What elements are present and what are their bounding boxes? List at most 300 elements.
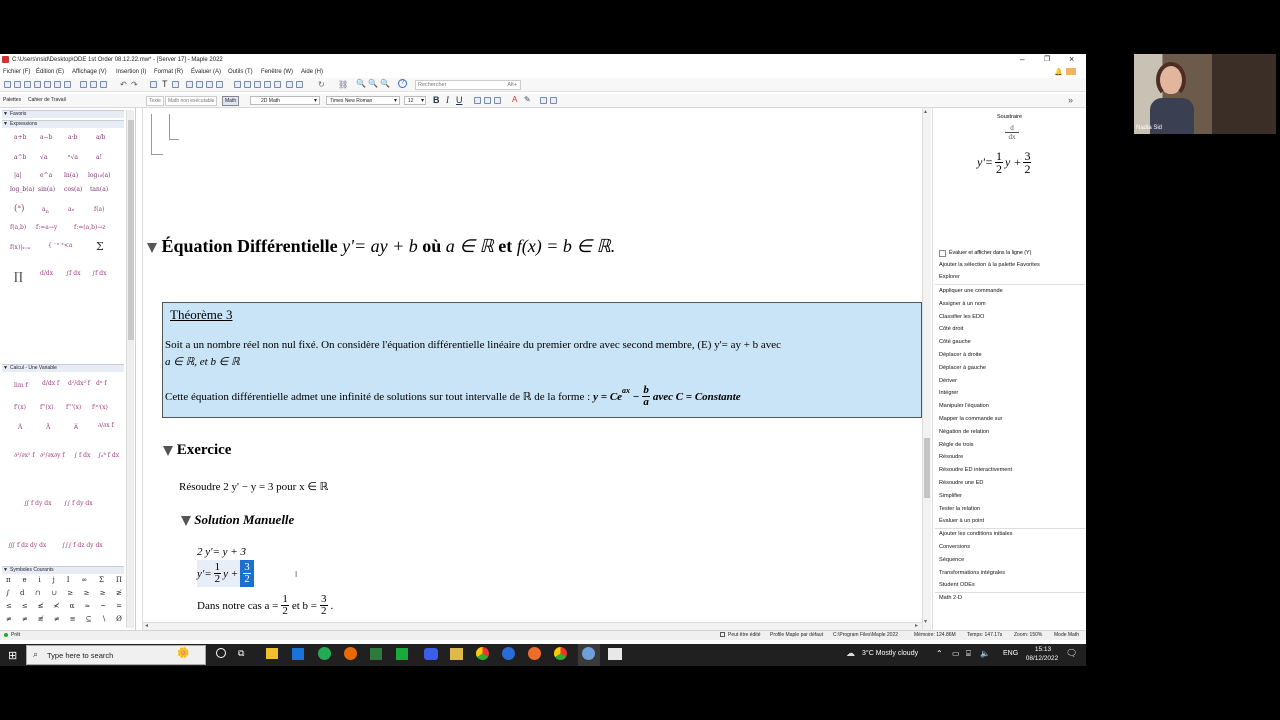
network-icon[interactable]: ⌸ bbox=[966, 649, 971, 658]
font-select[interactable] bbox=[326, 96, 400, 105]
frac-num: 1 bbox=[996, 149, 1002, 163]
save-icon[interactable] bbox=[24, 81, 31, 88]
print-icon[interactable] bbox=[34, 81, 41, 88]
palette-scrollbar[interactable] bbox=[126, 110, 134, 628]
triple-integral-icon[interactable]: ∭ f dz dy dx bbox=[8, 542, 47, 549]
context-item[interactable]: Manipuler l'équation bbox=[939, 403, 989, 409]
function-icon[interactable]: f(a) bbox=[94, 206, 105, 213]
insert-math-icon[interactable] bbox=[150, 81, 157, 88]
preview-dx: dx bbox=[1008, 133, 1016, 141]
font-size-select[interactable] bbox=[404, 96, 426, 105]
sum-icon[interactable]: Σ bbox=[96, 240, 104, 253]
palette-item[interactable]: f(a,b) bbox=[10, 224, 27, 231]
tray-icon[interactable]: ▭ bbox=[952, 649, 960, 658]
symbol[interactable]: ≥ bbox=[83, 589, 90, 597]
person-hair bbox=[1156, 62, 1186, 98]
zoom-app-icon[interactable] bbox=[424, 648, 438, 660]
outlook-icon[interactable] bbox=[292, 648, 304, 660]
context-item[interactable]: Côté gauche bbox=[939, 339, 971, 345]
context-item[interactable]: Déplacer à droite bbox=[939, 352, 982, 358]
symbol[interactable]: ≡ bbox=[69, 615, 76, 623]
mixed-partial-icon[interactable]: ∂²/∂x∂y f bbox=[40, 452, 65, 459]
export-icon[interactable] bbox=[54, 81, 61, 88]
definite-integral-icon[interactable]: ∫f dx bbox=[92, 270, 107, 277]
chrome-icon[interactable] bbox=[554, 647, 567, 660]
symbol[interactable]: ≤ bbox=[21, 602, 28, 610]
theorem-formula-frac bbox=[642, 385, 650, 408]
piecewise-item[interactable]: { ⁻ˣ ˣ<a bbox=[48, 242, 73, 249]
frac-den: 2 bbox=[321, 605, 327, 617]
palette-item[interactable]: f:=(a,b)→z bbox=[74, 224, 106, 231]
scroll-down-icon[interactable]: ▾ bbox=[924, 619, 928, 625]
app-icon[interactable] bbox=[344, 647, 357, 660]
symbol[interactable]: d bbox=[20, 589, 25, 597]
symbol[interactable]: ≮ bbox=[53, 602, 60, 610]
symbol[interactable]: ⊆ bbox=[85, 615, 92, 623]
palette-item[interactable]: e^a bbox=[40, 172, 53, 179]
palette-item[interactable]: f:=a→y bbox=[36, 224, 58, 231]
palette-item[interactable]: log_b(a) bbox=[10, 186, 35, 193]
theorem-formula-c: a bbox=[643, 396, 649, 408]
browser-icon[interactable] bbox=[318, 647, 331, 660]
section-title-and: et bbox=[498, 236, 513, 256]
maximize-button[interactable]: ❐ bbox=[1044, 56, 1051, 63]
palette-item[interactable]: |a| bbox=[14, 172, 22, 179]
theorem-box bbox=[162, 302, 922, 418]
symbol[interactable]: e bbox=[22, 576, 27, 584]
cut-icon[interactable] bbox=[64, 81, 71, 88]
mode-math-nonexec-button[interactable]: Math non exécutable bbox=[165, 96, 217, 106]
restart-server-icon[interactable]: ↻ bbox=[318, 80, 325, 89]
outdent-icon[interactable] bbox=[196, 81, 203, 88]
symbol[interactable]: i bbox=[38, 576, 41, 584]
nth-prime-icon[interactable]: f⁽ⁿ⁾(x) bbox=[92, 404, 108, 411]
context-item[interactable]: Ajouter la sélection à la palette Favorites bbox=[939, 262, 1040, 268]
main-toolbar bbox=[0, 78, 1086, 92]
context-item[interactable]: Résoudre ED interactivement bbox=[939, 467, 1013, 473]
frac-den: 2 bbox=[244, 573, 250, 585]
symbol[interactable]: ∫ bbox=[6, 589, 10, 597]
menu-fichier[interactable]: Fichier (F) bbox=[3, 69, 31, 75]
iterated-triple-icon[interactable]: ∫∫∫ f dz dy dx bbox=[62, 542, 103, 549]
font-size-value: 12 bbox=[408, 98, 414, 104]
symbol[interactable]: Σ bbox=[99, 576, 104, 584]
clear-icon[interactable] bbox=[286, 81, 293, 88]
line2-frac2-selected[interactable] bbox=[240, 560, 254, 587]
search-icon: ⌕ bbox=[33, 649, 39, 659]
cortana-icon[interactable] bbox=[216, 648, 226, 658]
menu-outils[interactable]: Outils (T) bbox=[228, 69, 253, 75]
theorem-formula-exp: ax bbox=[622, 386, 631, 395]
copy-icon[interactable] bbox=[80, 81, 87, 88]
folder-icon[interactable] bbox=[450, 648, 463, 660]
symbol[interactable]: ≠ bbox=[6, 615, 12, 623]
section-toggle-icon[interactable] bbox=[147, 243, 157, 253]
second-derivative-icon[interactable]: d²/dx² f bbox=[68, 380, 91, 387]
menu-affichage[interactable]: Affichage (V) bbox=[72, 69, 107, 75]
context-item[interactable]: Résoudre une ED bbox=[939, 480, 984, 486]
numbered-list-icon[interactable] bbox=[550, 97, 557, 104]
section-title-cond2: f(x) = b ∈ ℝ. bbox=[516, 236, 616, 256]
time-icon[interactable] bbox=[296, 81, 303, 88]
minimize-button[interactable]: – bbox=[1020, 55, 1025, 64]
window-title: C:\Users\nsid\Desktop\ODE 1st Order 08.12.22.mw* - [Server 17] - Maple 2022 bbox=[12, 57, 223, 63]
context-item[interactable]: Déplacer à gauche bbox=[939, 365, 986, 371]
frac-num: 3 bbox=[321, 593, 327, 605]
status-dot-icon bbox=[4, 633, 8, 637]
exercice-text: Résoudre 2 y' − y = 3 pour x ∈ ℝ bbox=[179, 481, 329, 493]
tab-cahier[interactable]: Cahier de Travail bbox=[28, 97, 66, 103]
new-icon[interactable] bbox=[4, 81, 11, 88]
webcam-name: Nadia Sid bbox=[1136, 125, 1163, 131]
editable-checkbox[interactable] bbox=[720, 632, 725, 637]
context-item[interactable]: Mapper la commande sur bbox=[939, 416, 1003, 422]
title-bar bbox=[0, 54, 1086, 66]
close-button[interactable]: × bbox=[1069, 54, 1075, 64]
section-bracket bbox=[151, 114, 152, 154]
zoom-150-icon[interactable]: 🔍 bbox=[368, 79, 378, 88]
divider bbox=[935, 528, 1085, 529]
palette-item[interactable]: a·b bbox=[68, 134, 78, 141]
frac-num: 1 bbox=[214, 561, 221, 573]
execute-all-icon[interactable] bbox=[244, 81, 251, 88]
palette-section-expressions[interactable]: ▼ Expressions bbox=[2, 120, 124, 128]
palette-item[interactable]: tan(a) bbox=[90, 186, 109, 193]
symbol[interactable]: ≱ bbox=[116, 589, 122, 597]
symbol[interactable]: ∖ bbox=[101, 615, 107, 623]
section-bracket bbox=[169, 139, 179, 140]
context-item[interactable]: Math 2-D bbox=[939, 595, 963, 601]
section-bracket bbox=[169, 114, 170, 139]
search-box[interactable] bbox=[415, 80, 521, 90]
status-memory: Mémoire: 124.86M bbox=[914, 632, 956, 638]
scroll-right-icon[interactable]: ▸ bbox=[915, 623, 919, 629]
partial2-icon[interactable]: ∂²/∂x² f bbox=[14, 452, 35, 459]
palette-panel bbox=[0, 108, 136, 630]
bullet-list-icon[interactable] bbox=[540, 97, 547, 104]
symbol[interactable]: Π bbox=[115, 576, 122, 584]
menu-insertion[interactable]: Insertion (I) bbox=[116, 69, 147, 75]
symbol[interactable]: ∞ bbox=[81, 576, 88, 584]
subsection-icon[interactable] bbox=[216, 81, 223, 88]
status-profile: Profile Maple par défaut bbox=[770, 632, 824, 638]
context-item[interactable]: Résoudre bbox=[939, 454, 964, 460]
context-item[interactable]: Tester la relation bbox=[939, 506, 981, 512]
bold-icon[interactable]: B bbox=[433, 95, 440, 105]
align-right-icon[interactable] bbox=[494, 97, 501, 104]
section-heading bbox=[147, 236, 615, 257]
palette-item[interactable]: log₁₀(a) bbox=[88, 172, 111, 179]
text-color-icon[interactable]: A bbox=[512, 95, 518, 104]
status-time: Temps: 147.17s bbox=[967, 632, 1003, 638]
task-view-icon[interactable]: ⧉ bbox=[238, 648, 245, 658]
symbol[interactable]: ≈ bbox=[84, 602, 91, 610]
app-icon[interactable] bbox=[396, 648, 408, 660]
palette-item[interactable]: a−b bbox=[40, 134, 53, 141]
math-style-value: 2D Math bbox=[261, 98, 280, 104]
context-item[interactable]: Appliquer une commande bbox=[939, 288, 1003, 294]
palette-item[interactable]: a+b bbox=[14, 134, 27, 141]
horizontal-scrollbar[interactable] bbox=[143, 622, 923, 630]
firefox-icon[interactable] bbox=[528, 647, 541, 660]
weather-text[interactable]: 3°C Mostly cloudy bbox=[862, 650, 919, 657]
integral-icon[interactable]: ∫ f dx bbox=[74, 452, 91, 459]
app-icon[interactable] bbox=[502, 647, 515, 660]
context-item[interactable]: Évaluer à un point bbox=[939, 518, 985, 524]
symbol[interactable]: ≥ bbox=[99, 589, 106, 597]
theorem-paragraph-1b: a ∈ ℝ, et b ∈ ℝ bbox=[165, 356, 240, 368]
paste-icon[interactable] bbox=[90, 81, 97, 88]
chevron-down-icon: ▾ bbox=[313, 98, 317, 104]
stop-icon[interactable] bbox=[254, 81, 261, 88]
mode-math-button[interactable]: Math bbox=[222, 96, 239, 106]
integral-icon[interactable]: ∫f dx bbox=[66, 270, 81, 277]
math-line-3: Dans notre cas a = $\frac{1}{2}$ et b = $\frac{3}{2}$ . bbox=[197, 593, 334, 617]
zoom-200-icon[interactable]: 🔍 bbox=[380, 79, 390, 88]
palette-item[interactable]: a! bbox=[96, 154, 102, 161]
zoom-100-icon[interactable]: 🔍 bbox=[356, 79, 366, 88]
palette-item[interactable]: cos(a) bbox=[64, 186, 83, 193]
menu-edition[interactable]: Édition (E) bbox=[36, 69, 65, 75]
theorem-p2-suffix: avec C = Constante bbox=[652, 390, 741, 403]
nth-derivative-icon[interactable]: dⁿ f bbox=[96, 380, 107, 387]
dot-icon[interactable]: Ȧ bbox=[18, 424, 23, 431]
mode-texte-button[interactable]: Texte bbox=[146, 96, 164, 106]
volume-icon[interactable]: 🔈 bbox=[980, 649, 990, 658]
section-title-cond1: a ∈ ℝ bbox=[445, 236, 494, 256]
context-item[interactable]: Ajouter les conditions initiales bbox=[939, 531, 1013, 537]
symbol[interactable]: ∩ bbox=[34, 589, 41, 597]
definite-integral-icon[interactable]: ∫ₐᵇ f dx bbox=[98, 452, 120, 459]
align-center-icon[interactable] bbox=[484, 97, 491, 104]
underline-icon[interactable]: U bbox=[456, 95, 463, 105]
palette-item[interactable]: sin(a) bbox=[38, 186, 56, 193]
search-shortcut: Alt+ bbox=[507, 82, 517, 88]
bell-icon[interactable]: 🔔 bbox=[1054, 69, 1063, 76]
status-path: C:\Program Files\Maple 2022 bbox=[833, 632, 899, 638]
product-icon[interactable]: ∏ bbox=[14, 270, 23, 283]
triple-prime-icon[interactable]: f'''(x) bbox=[66, 404, 82, 411]
palette-item[interactable]: ⁿ√a bbox=[68, 154, 78, 161]
symbol[interactable]: j bbox=[52, 576, 55, 584]
webcam-video bbox=[1134, 54, 1276, 134]
document-scroll-thumb[interactable] bbox=[924, 438, 930, 498]
exercice-toggle-icon[interactable] bbox=[163, 446, 173, 456]
symbol[interactable]: ≠ bbox=[21, 615, 28, 623]
profile-icon[interactable] bbox=[1066, 68, 1076, 75]
evaluate-inline-label: Évaluer et afficher dans la ligne (Y) bbox=[949, 250, 1032, 256]
menu-evaluer[interactable]: Évaluer (A) bbox=[191, 69, 222, 75]
clock-date[interactable]: 08/12/2022 bbox=[1025, 655, 1059, 662]
debug-icon[interactable] bbox=[264, 81, 271, 88]
menu-format[interactable]: Format (R) bbox=[154, 69, 183, 75]
link-icon[interactable]: ⛓ bbox=[338, 80, 349, 89]
status-ready: Prêt bbox=[11, 632, 21, 638]
exercice-title: Exercice bbox=[176, 442, 232, 458]
maple-window bbox=[0, 54, 1086, 666]
frac-den: 2 bbox=[996, 162, 1002, 176]
section-title-equation: y'= ay + b bbox=[342, 236, 418, 256]
math-line-1[interactable]: 2 y'= y + 3 bbox=[197, 546, 246, 558]
piecewise-icon[interactable]: aₙ bbox=[68, 206, 75, 213]
context-item[interactable]: Dériver bbox=[939, 378, 958, 384]
theorem-formula-a: y = Ce bbox=[593, 390, 623, 403]
iterated-integral-icon[interactable]: ∫∫ f dy dx bbox=[64, 500, 93, 507]
ddot-icon[interactable]: Ä bbox=[46, 424, 51, 431]
palette-item[interactable]: a^b bbox=[14, 154, 27, 161]
symbol[interactable]: ≠ bbox=[53, 615, 60, 623]
section-bracket bbox=[151, 154, 163, 155]
symbol[interactable]: ~ bbox=[100, 602, 107, 610]
context-preview bbox=[977, 150, 1031, 175]
section-icon[interactable] bbox=[206, 81, 213, 88]
file-explorer-icon[interactable] bbox=[266, 648, 278, 659]
line2-frac1 bbox=[214, 562, 222, 585]
line3-and: et b = bbox=[291, 599, 317, 612]
restart-icon[interactable] bbox=[274, 81, 281, 88]
highlight-icon[interactable]: ✎ bbox=[524, 95, 531, 104]
tray-chevron-icon[interactable]: ⌃ bbox=[936, 649, 943, 658]
context-item[interactable]: Explorer bbox=[939, 274, 960, 280]
subscript-icon[interactable]: $a_n$ bbox=[42, 206, 49, 216]
divider bbox=[935, 592, 1085, 593]
symbol[interactable]: ∪ bbox=[51, 589, 57, 597]
symbol[interactable]: ≢ bbox=[37, 615, 44, 623]
line3-prefix: Dans notre cas a = bbox=[197, 599, 279, 612]
theorem-p2-prefix: Cette équation différentielle admet une infinité de solutions sur tout intervalle de ℝ de la forme : bbox=[165, 391, 591, 403]
symbols-row-4 bbox=[6, 615, 122, 623]
weather-icon: ☁ bbox=[846, 648, 855, 658]
symbols-grid bbox=[4, 576, 122, 630]
palette-section-favoris[interactable]: ▼ Favoris bbox=[2, 110, 124, 118]
execute-icon[interactable] bbox=[234, 81, 241, 88]
double-integral-icon[interactable]: ∬ f dy dx bbox=[24, 500, 52, 507]
menu-fenetre[interactable]: Fenêtre (W) bbox=[261, 69, 294, 75]
context-item[interactable]: Assigner à un nom bbox=[939, 301, 986, 307]
symbol[interactable]: α bbox=[69, 602, 75, 610]
symbol[interactable]: ≤ bbox=[6, 602, 12, 610]
context-item[interactable]: Séquence bbox=[939, 557, 965, 563]
palette-item[interactable]: a/b bbox=[96, 134, 106, 141]
symbol[interactable]: π bbox=[6, 576, 11, 584]
matrix-icon[interactable]: (ᵃ) bbox=[14, 204, 25, 214]
help-icon[interactable]: ? bbox=[398, 79, 407, 88]
partial-icon[interactable]: ∂/∂x f bbox=[98, 422, 114, 429]
app-icon[interactable] bbox=[370, 648, 382, 660]
undo-icon[interactable]: ↶ bbox=[120, 80, 127, 89]
symbol[interactable]: ≥ bbox=[67, 589, 74, 597]
context-item[interactable]: Simplifier bbox=[939, 493, 963, 499]
chevron-down-icon: ▾ bbox=[393, 98, 397, 104]
symbols-row-3 bbox=[6, 602, 122, 610]
font-value: Times New Roman bbox=[330, 98, 373, 104]
insert-text-icon[interactable]: T bbox=[162, 79, 168, 89]
double-prime-icon[interactable]: f''(x) bbox=[40, 404, 54, 411]
theorem-paragraph-1: Soit a un nombre réel non nul fixé. On considère l'équation différentielle linéaire du premier ordre avec second membre, (E) y'= ay + b avec bbox=[165, 339, 782, 351]
frac-num: 3 bbox=[244, 561, 250, 573]
notifications-icon[interactable]: 🗨 bbox=[1066, 648, 1078, 658]
maple-logo-icon bbox=[2, 56, 9, 63]
context-item[interactable]: Student ODEs bbox=[939, 582, 975, 588]
document-scrollbar[interactable] bbox=[922, 108, 931, 630]
derivative-icon[interactable]: d/dx f bbox=[42, 380, 60, 387]
limit-icon[interactable]: lim f bbox=[14, 382, 28, 389]
maple-icon[interactable] bbox=[582, 647, 595, 660]
preview-derivative bbox=[1005, 124, 1019, 141]
symbol[interactable]: ≰ bbox=[37, 602, 44, 610]
palette-item[interactable]: √a bbox=[40, 154, 48, 161]
insert-prompt-icon[interactable] bbox=[172, 81, 179, 88]
math-style-select[interactable] bbox=[250, 96, 320, 105]
clock-time[interactable]: 15:13 bbox=[1034, 646, 1052, 653]
search-highlight-icon: 🌼 bbox=[177, 648, 190, 659]
preview-mid: y + bbox=[1005, 155, 1022, 169]
symbol[interactable]: Ø bbox=[116, 615, 122, 623]
context-item[interactable]: Transformations intégrales bbox=[939, 570, 1006, 576]
windows-start-icon[interactable]: ⊞ bbox=[8, 650, 18, 662]
frac-den: 2 bbox=[282, 605, 288, 617]
scroll-up-icon[interactable]: ▴ bbox=[924, 109, 928, 115]
evaluate-inline-checkbox[interactable] bbox=[939, 250, 946, 257]
symbols-row-1 bbox=[6, 576, 122, 584]
indent-icon[interactable] bbox=[186, 81, 193, 88]
status-editable: Peut être édité bbox=[728, 632, 761, 638]
frac-num: 1 bbox=[282, 593, 288, 605]
paste-special-icon[interactable] bbox=[100, 81, 107, 88]
context-item[interactable]: Intégrer bbox=[939, 390, 959, 396]
context-item[interactable]: Conversions bbox=[939, 544, 971, 550]
collapse-panel-icon[interactable]: » bbox=[1068, 95, 1074, 105]
solution-heading bbox=[181, 512, 294, 528]
symbol[interactable]: I bbox=[66, 576, 70, 584]
context-item[interactable]: Côté droit bbox=[939, 326, 964, 332]
palette-scroll-thumb[interactable] bbox=[128, 120, 134, 340]
math-line-2[interactable] bbox=[197, 560, 254, 587]
language-indicator[interactable]: ENG bbox=[1003, 650, 1019, 657]
palette-item[interactable]: f(x)|ₓ₌ₐ bbox=[10, 244, 31, 251]
context-item[interactable]: Classifier les EDO bbox=[939, 314, 985, 320]
preview-icon[interactable] bbox=[44, 81, 51, 88]
palette-section-calcul[interactable]: ▼ Calcul - Une Variable bbox=[2, 364, 124, 372]
menu-aide[interactable]: Aide (H) bbox=[301, 69, 324, 75]
italic-icon[interactable]: I bbox=[446, 95, 449, 105]
preview-eq-prefix: y'= bbox=[977, 155, 993, 169]
taskbar-search[interactable] bbox=[26, 645, 206, 665]
align-left-icon[interactable] bbox=[474, 97, 481, 104]
redo-icon[interactable]: ↷ bbox=[131, 80, 138, 89]
derivative-icon[interactable]: d/dx bbox=[40, 270, 54, 277]
chrome-icon[interactable] bbox=[476, 647, 489, 660]
section-title-where: où bbox=[422, 236, 442, 256]
symbol[interactable]: = bbox=[116, 602, 122, 610]
dddot-icon[interactable]: A⃛ bbox=[74, 424, 79, 431]
status-zoom: Zoom: 150% bbox=[1014, 632, 1043, 638]
status-bar bbox=[0, 630, 1086, 640]
app-icon[interactable] bbox=[608, 648, 622, 660]
expressions-grid bbox=[4, 130, 122, 308]
solution-toggle-icon[interactable] bbox=[181, 516, 191, 526]
preview-d: d bbox=[1005, 124, 1019, 133]
tab-palettes[interactable]: Palettes bbox=[3, 97, 22, 103]
palette-section-symboles[interactable]: ▼ Symboles Courants bbox=[2, 566, 124, 574]
palette-item[interactable]: ln(a) bbox=[64, 172, 79, 179]
open-icon[interactable] bbox=[14, 81, 21, 88]
calculus-grid bbox=[4, 374, 122, 564]
context-item[interactable]: Négation de relation bbox=[939, 429, 990, 435]
scroll-left-icon[interactable]: ◂ bbox=[145, 623, 149, 629]
prime-icon[interactable]: f'(x) bbox=[14, 404, 26, 411]
context-item[interactable]: Règle de trois bbox=[939, 442, 974, 448]
